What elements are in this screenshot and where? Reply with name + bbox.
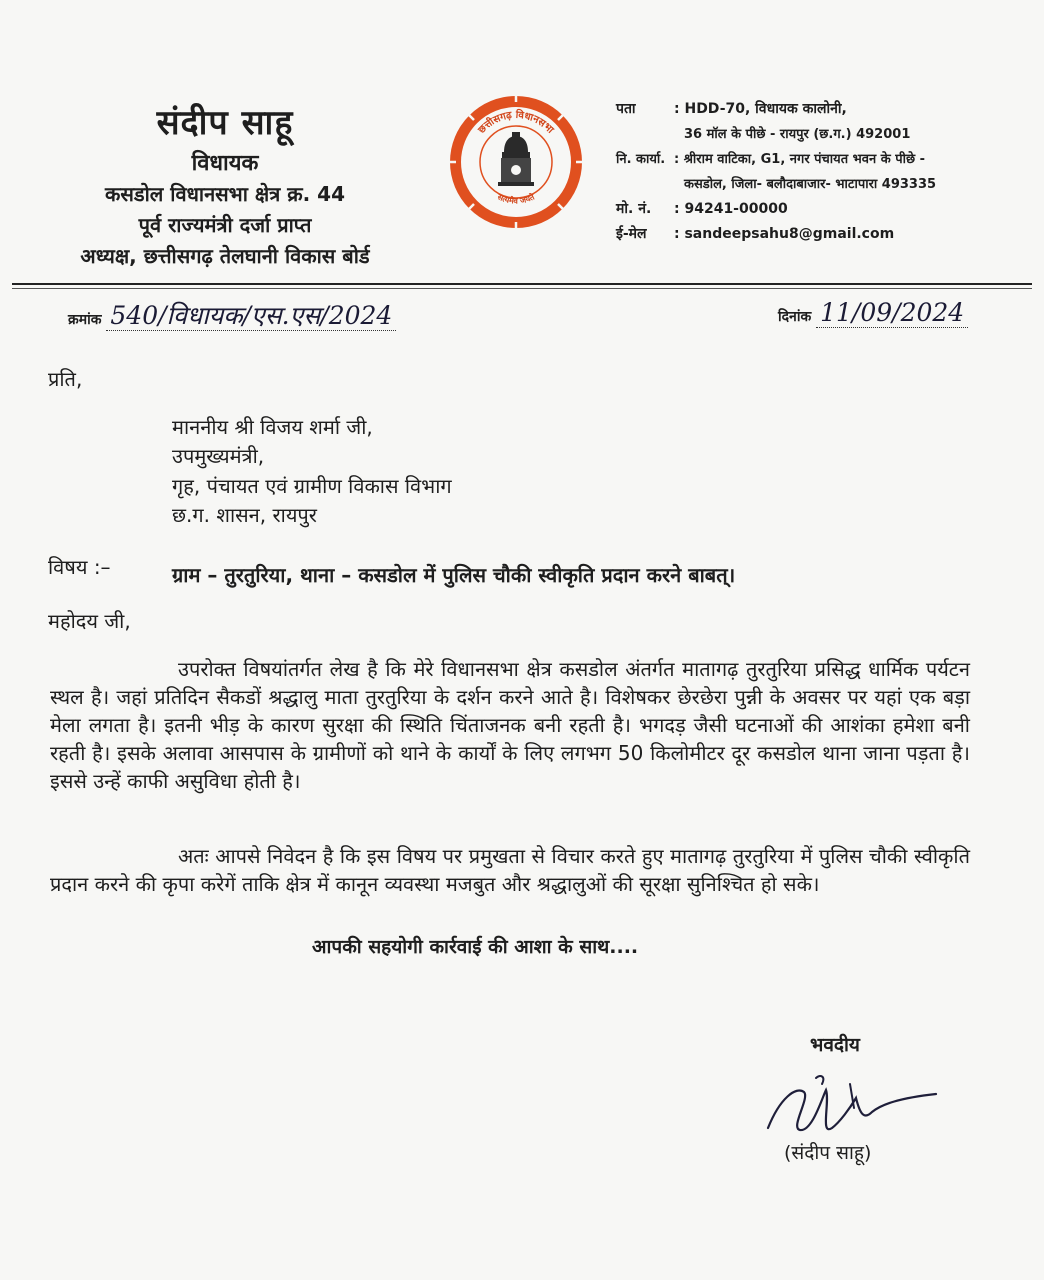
mobile-label: मो. नं. <box>616 201 652 217</box>
body-paragraph-2-text: अतः आपसे निवेदन है कि इस विषय पर प्रमुखता से विचार करते हुए मातागढ़ तुरतुरिया में पुलिस चौकी स्वीकृति प्रदान करने की कृपा करेगें ताकि क्षेत्र में कानून व्यवस्था मजबुत और श्रद्धालुओं की सूरक्षा सुनिश्चित हो सके। <box>50 844 970 896</box>
subject-text: ग्राम – तुरतुरिया, थाना – कसडोल में पुलिस चौकी स्वीकृति प्रदान करने बाबत्। <box>172 563 736 587</box>
sender-designation: विधायक <box>191 151 259 176</box>
date-value: 11/09/2024 <box>816 298 968 328</box>
bhavdiya-label: भवदीय <box>810 1034 860 1056</box>
letterhead-sender <box>60 98 390 272</box>
office-line2: कसडोल, जिला- बलौदाबाजार- भाटापारा 493335 <box>684 177 937 192</box>
assembly-seal-icon <box>446 92 586 232</box>
body-paragraph-1 <box>50 655 970 795</box>
signatory-name: (संदीप साहू) <box>784 1142 872 1164</box>
reference-number-value: 540/विधायक/एस.एस/2024 <box>106 301 396 331</box>
sender-constituency: कसडोल विधानसभा क्षेत्र क्र. 44 <box>105 182 345 206</box>
office-label: नि. कार्या. <box>616 152 666 167</box>
seal-top-text: छत्तीसगढ़ विधानसभा <box>476 109 556 136</box>
address-line1: : HDD-70, विधायक कालोनी, <box>674 101 847 117</box>
email-label: ई-मेल <box>616 226 647 242</box>
email-address: : sandeepsahu8@gmail.com <box>674 226 895 242</box>
reference-number-label: क्रमांक <box>68 312 102 328</box>
signature-block <box>760 1030 960 1170</box>
body-paragraph-1-text: उपरोक्त विषयांतर्गत लेख है कि मेरे विधानसभा क्षेत्र कसडोल अंतर्गत मातागढ़ तुरतुरिया प्रसिद्ध धार्मिक पर्यटन स्थल है। जहां प्रतिदिन सैकडों श्रद्धालु माता तुरतुरिया के दर्शन करने आते है। विशेषकर छेरछेरा पुन्नी के अवसर पर यहां एक बड़ा मेला लगता है। इतनी भीड़ के कारण सुरक्षा की स्थिति चिंताजनक बनी रहती है। भगदड़ जैसी घटनाओं की आशंका हमेशा बनी रहती है। इसके अलावा आसपास के ग्रामीणों को थाने के कार्यों के लिए लगभग 50 किलोमीटर दूर कसडोल थाना जाना पड़ता है। इससे उन्हें काफी असुविधा होती है। <box>50 657 970 793</box>
address-line2: 36 मॉल के पीछे - रायपुर (छ.ग.) 492001 <box>684 127 911 142</box>
mobile-number: : 94241-00000 <box>674 201 788 217</box>
recipient-line-4: छ.ग. शासन, रायपुर <box>172 503 317 527</box>
letter-date <box>778 298 968 327</box>
salutation: महोदय जी, <box>48 609 131 633</box>
closing-line: आपकी सहयोगी कार्रवाई की आशा के साथ.... <box>312 936 639 958</box>
header-divider <box>12 283 1032 285</box>
recipient-line-2: उपमुख्यमंत्री, <box>172 444 265 468</box>
office-line1: : श्रीराम वाटिका, G1, नगर पंचायत भवन के पीछे - <box>674 152 926 167</box>
address-label: पता <box>616 101 636 117</box>
seal-bottom-text: सत्यमेव जयते <box>496 192 536 206</box>
reference-number <box>68 298 396 332</box>
recipient-line-1: माननीय श्री विजय शर्मा जी, <box>172 415 373 439</box>
recipient-line-3: गृह, पंचायत एवं ग्रामीण विकास विभाग <box>172 474 452 498</box>
sender-board: अध्यक्ष, छत्तीसगढ़ तेलघानी विकास बोर्ड <box>80 244 370 268</box>
sender-name: संदीप साहू <box>156 103 294 143</box>
date-label: दिनांक <box>778 309 812 325</box>
prati-label: प्रति, <box>48 367 83 391</box>
subject-label: विषय :– <box>48 555 111 579</box>
sender-rank: पूर्व राज्यमंत्री दर्जा प्राप्त <box>138 213 312 237</box>
header-divider-thin <box>12 288 1032 289</box>
body-paragraph-2 <box>50 842 970 898</box>
